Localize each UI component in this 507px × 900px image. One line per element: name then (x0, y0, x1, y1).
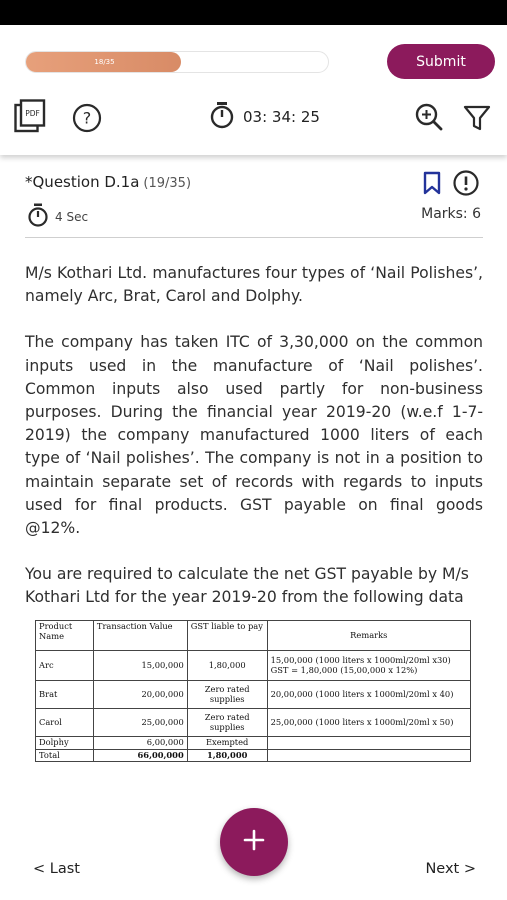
question-paragraph: The company has taken ITC of 3,30,000 on the common inputs used in the manufacture of ‘Nail polishes’. Common inputs also used partly for non-business purposes. During the financial year 2019-20 (w.e.f 1-7-2019) the company manufactured 1000 liters of each type of ‘Nail polishes’. The company is not in a position to maintain separate set of records with regards to inputs used for final products. GST payable on final goods @12%. (25, 333, 483, 538)
exam-timer (209, 103, 320, 131)
table-cell: 1,80,000 (187, 651, 267, 681)
table-header-cell: Transaction Value (93, 621, 187, 651)
table-cell: 15,00,000 (1000 liters x 1000ml/20ml x30) GST = 1,80,000 (15,00,000 x 12%) (267, 651, 470, 681)
table-cell: Brat (36, 681, 94, 709)
plus-icon (241, 827, 267, 857)
add-button[interactable] (220, 808, 288, 876)
question-header (25, 170, 483, 240)
divider (25, 237, 483, 238)
table-cell: Dolphy (36, 737, 94, 750)
table-cell: 20,00,000 (1000 liters x 1000ml/20ml x 40) (267, 681, 470, 709)
svg-text:PDF: PDF (25, 109, 40, 118)
table-header-cell: Remarks (267, 621, 470, 651)
table-row (36, 709, 471, 737)
table-cell (267, 749, 470, 762)
top-panel (0, 25, 507, 155)
marks-label: Marks: 6 (421, 206, 481, 222)
table-cell: 25,00,000 (93, 709, 187, 737)
progress-text: 18/35 (94, 58, 115, 66)
table-header-cell: GST liable to pay (187, 621, 267, 651)
table-cell: 20,00,000 (93, 681, 187, 709)
table-cell: Total (36, 749, 94, 762)
status-bar (0, 0, 507, 25)
table-cell: Carol (36, 709, 94, 737)
table-cell: 6,00,000 (93, 737, 187, 750)
bookmark-icon[interactable] (421, 171, 443, 193)
question-body (25, 262, 483, 610)
table-cell: 15,00,000 (93, 651, 187, 681)
table-cell: Zero rated supplies (187, 709, 267, 737)
question-title-text: *Question D.1a (25, 173, 140, 191)
table-cell: Zero rated supplies (187, 681, 267, 709)
help-icon[interactable] (72, 103, 102, 133)
question-time (27, 203, 88, 231)
info-icon[interactable] (453, 170, 479, 196)
table-row (36, 749, 471, 762)
question-paragraph: M/s Kothari Ltd. manufactures four types of ‘Nail Polishes’, namely Arc, Brat, Carol and Dolphy. (25, 264, 483, 306)
table-cell: 1,80,000 (187, 749, 267, 762)
table-row (36, 651, 471, 681)
table-cell: 25,00,000 (1000 liters x 1000ml/20ml x 50) (267, 709, 470, 737)
question-time-text: 4 Sec (55, 210, 89, 224)
question-count: (19/35) (143, 176, 192, 191)
svg-text:?: ? (82, 108, 92, 128)
table-cell: Arc (36, 651, 94, 681)
pdf-icon[interactable] (14, 99, 46, 133)
filter-icon[interactable] (462, 103, 492, 133)
last-button[interactable]: < Last (33, 861, 80, 877)
table-cell (267, 737, 470, 750)
submit-button[interactable]: Submit (387, 44, 495, 79)
table-cell: 66,00,000 (93, 749, 187, 762)
table-row (36, 681, 471, 709)
table-row (36, 737, 471, 750)
stopwatch-icon (209, 101, 235, 133)
table-cell: Exempted (187, 737, 267, 750)
table-header-row (36, 621, 471, 651)
question-paragraph: You are required to calculate the net GST payable by M/s Kothari Ltd for the year 2019-20 from the following data (25, 565, 469, 607)
next-button[interactable]: Next > (425, 861, 476, 877)
stopwatch-icon (27, 203, 49, 231)
zoom-in-icon[interactable] (414, 102, 444, 132)
table-header-cell: Product Name (36, 621, 94, 651)
question-title (25, 173, 191, 191)
timer-text: 03: 34: 25 (243, 108, 320, 126)
progress-bar (25, 51, 329, 73)
data-table (35, 620, 471, 762)
